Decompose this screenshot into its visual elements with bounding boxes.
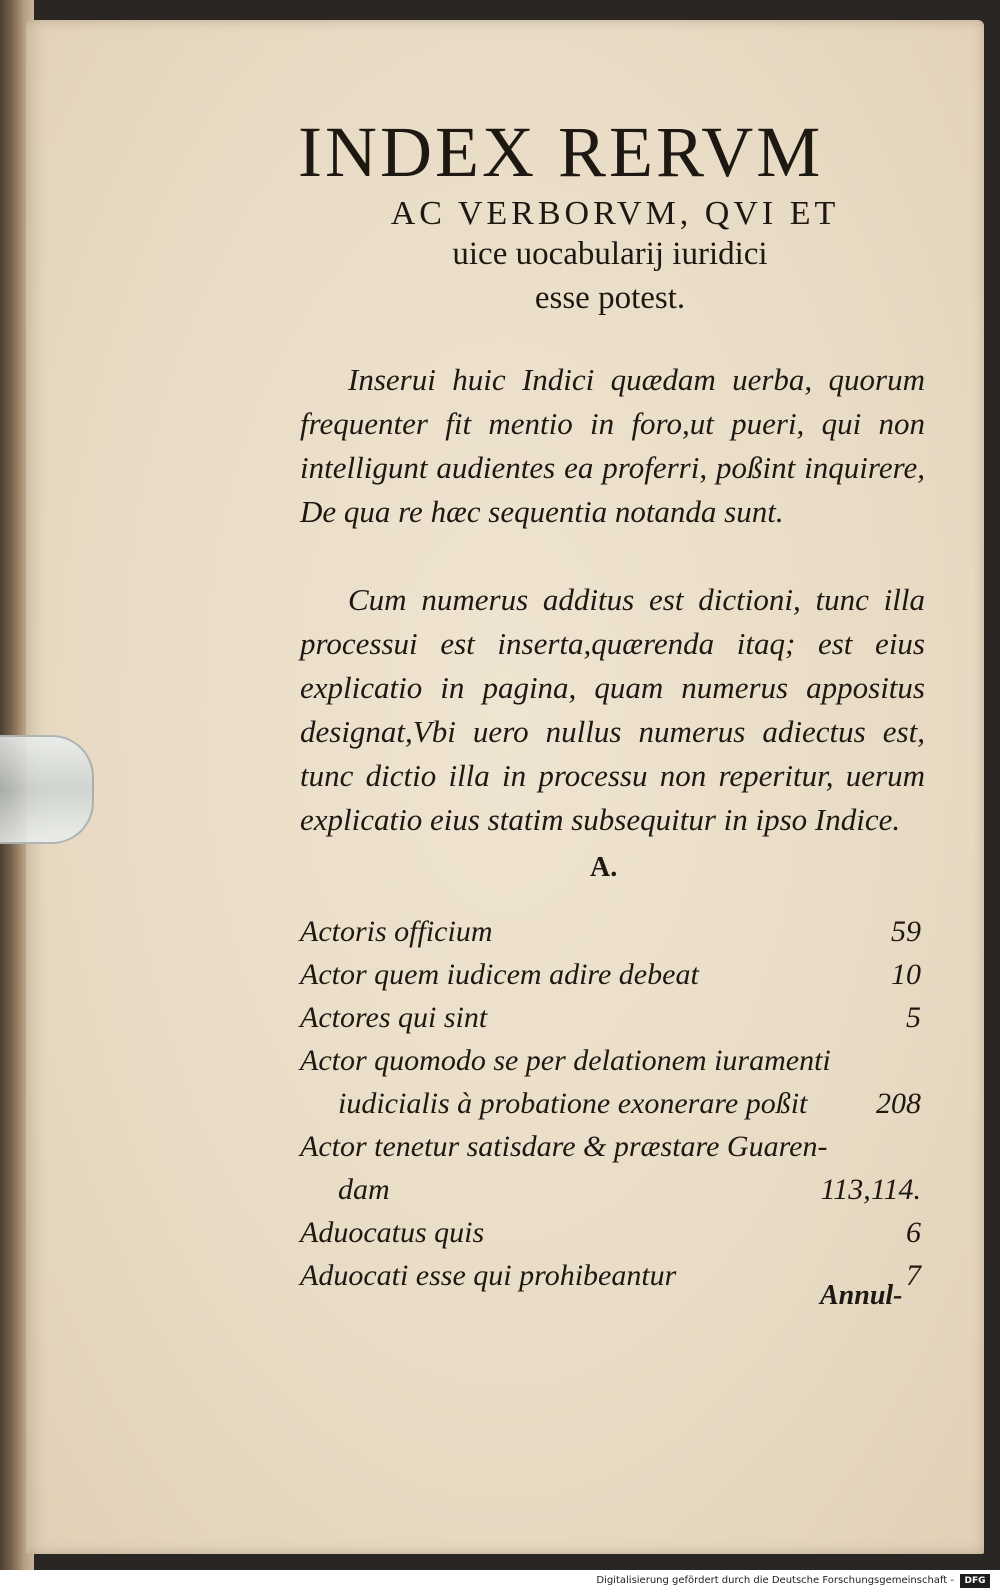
intro-paragraph-1: Inserui huic Indici quædam uerba, quorum frequenter fit mentio in foro,ut pueri, qui non intelligunt audientes ea proferri, poßint inquirere, De qua re hæc sequentia notanda sunt. [300,362,925,529]
index-entry [300,1039,925,1082]
entry-page-number: 10 [891,958,921,991]
index-entry-continuation [300,1082,925,1125]
entry-label: Actor quem iudicem adire debeat [300,958,699,991]
dfg-logo: DFG [960,1574,990,1588]
title-subline-2: uice uocabularij iuridici [452,236,768,272]
index-entry [300,996,925,1039]
index-entry [300,1125,925,1168]
title-subline-1: AC VERBORVM, QVI ET [390,195,840,232]
entry-label: Aduocati esse qui prohibeantur [300,1259,677,1292]
index-entry [300,910,925,953]
index-entry-continuation [300,1168,925,1211]
index-entry [300,1211,925,1254]
entry-page-number: 113,114. [820,1173,921,1206]
intro-paragraph-2: Cum numerus additus est dictioni, tunc illa processui est inserta,quærenda itaq; est eius explicatio in pagina, quam numerus appositus designat,Vbi uero nullus numerus adiectus est, tunc dictio illa in processu non reperitur, uerum explicatio eius statim subsequitur in ipso Indice. [300,582,925,837]
entry-page-number: 6 [906,1216,921,1249]
entry-label: Actor quomodo se per delationem iuramenti [300,1044,831,1077]
title-subline-3: esse potest. [534,280,686,316]
page-title: INDEX RERVM [298,112,824,192]
entry-label: Aduocatus quis [300,1216,485,1249]
entry-label: Actores qui sint [300,1001,488,1034]
entry-page-number: 5 [906,1001,921,1034]
section-heading: A. [590,852,618,883]
page-clip [0,735,94,844]
index-entry [300,953,925,996]
entry-label: Actor tenetur satisdare & præstare Guaren- [300,1130,828,1163]
entry-label: iudicialis à probatione exonerare poßit [338,1087,808,1120]
entry-page-number: 7 [906,1259,921,1292]
index-list [300,910,925,1297]
digitization-credit: Digitalisierung gefördert durch die Deutsche Forschungsgemeinschaft - [596,1575,954,1586]
entry-page-number: 59 [891,915,921,948]
entry-page-number: 208 [876,1087,921,1120]
catchword: Annul- [820,1280,903,1311]
entry-label: dam [338,1173,390,1206]
entry-label: Actoris officium [300,915,493,948]
